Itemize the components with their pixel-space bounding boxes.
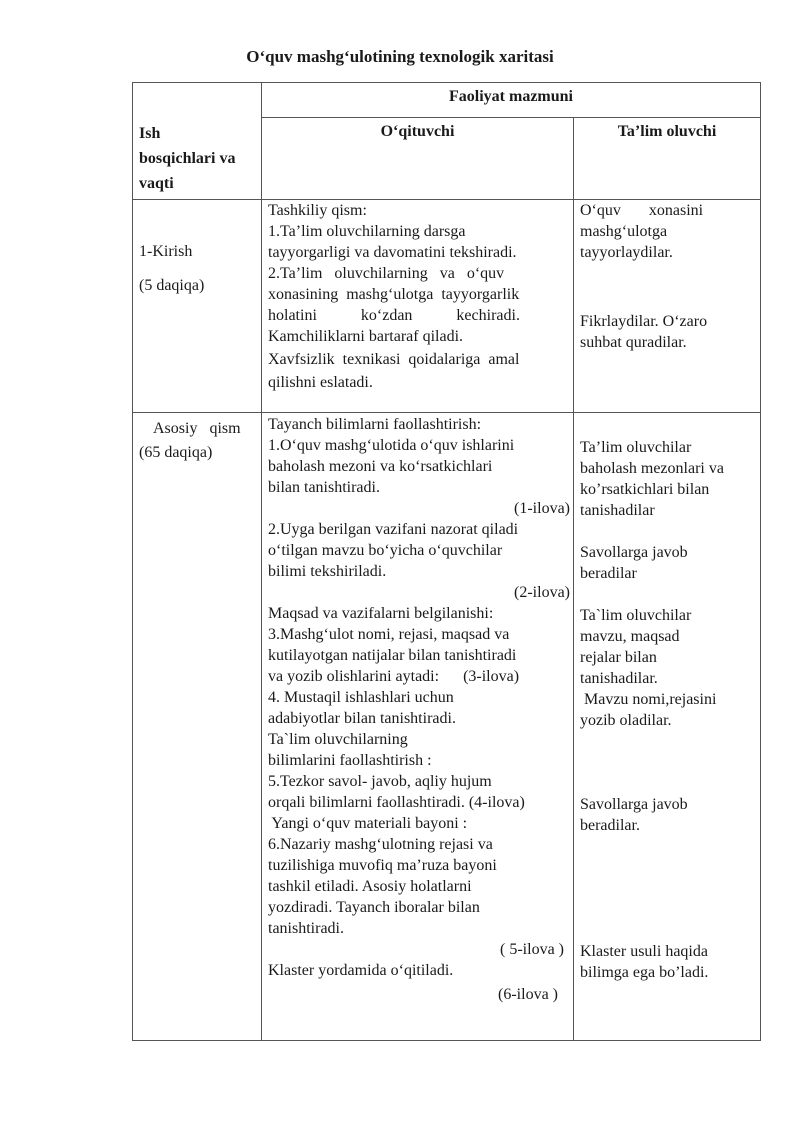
text-line: rejalar bilan [580,649,657,666]
text-line: Ta`lim oluvchilar [580,607,692,624]
header-faoliyat-mazmuni: Faoliyat mazmuni [449,88,573,105]
text-line: Xavfsizlik texnikasi qoidalariga amal [268,351,520,368]
text-line: Savollarga javob [580,796,688,813]
text-line: mashg‘ulotga [580,223,668,240]
text-line: Klaster yordamida o‘qitiladi. [268,962,454,979]
ilova-ref: (2-ilova) [514,584,570,601]
stage-time: (5 daqiqa) [139,277,205,294]
text-line: ko’rsatkichlari bilan [580,481,710,498]
text-line: Mavzu nomi,rejasini [580,691,717,708]
text-line: Ta’lim oluvchilar [580,439,692,456]
row1-teacher [268,200,570,393]
table-border-top [132,82,760,83]
text-line: 4. Mustaqil ishlashlari uchun [268,689,454,706]
text-line: tuzilishiga muvofiq ma’ruza bayoni [268,857,497,874]
text-line: tashkil etiladi. Asosiy holatlarni [268,878,472,895]
text-line: 2.Ta’lim oluvchilarning va o‘quv [268,265,505,282]
text-line: mavzu, maqsad [580,628,680,645]
text-line: 6.Nazariy mashg‘ulotning rejasi va [268,836,493,853]
text-line: qilishni eslatadi. [268,374,373,391]
text-line: xonasining mashg‘ulotga tayyorgarlik [268,286,520,303]
stage-time: (65 daqiqa) [139,444,213,461]
text-line: Tashkiliy qism: [268,202,367,219]
row2-teacher [268,414,570,1005]
text-line: orqali bilimlarni faollashtiradi. (4-ilova) [268,794,525,811]
text-line: tayyorgarligi va davomatini tekshiradi. [268,244,517,261]
stage-label: 1-Kirish [139,243,193,260]
row1-stage [139,235,259,303]
text-line: bilan tanishtiradi. [268,479,380,496]
ilova-ref: ( 5-ilova ) [500,941,564,958]
stage-label: Asosiy qism [153,420,241,437]
text-line: bilimi tekshiriladi. [268,563,387,580]
text-line: 1.O‘quv mashg‘ulotida o‘quv ishlarini [268,437,515,454]
text-line: tanishadilar. [580,670,658,687]
table-border-right [760,82,761,1041]
text-line: va yozib olishlarini aytadi: (3-ilova) [268,668,520,685]
text-line: suhbat quradilar. [580,334,687,351]
text-line: Tayanch bilimlarni faollashtirish: [268,416,482,433]
text-line: Maqsad va vazifalarni belgilanishi: [268,605,494,622]
document-title: O‘quv mashg‘ulotining texnologik xaritasi [246,47,554,66]
table-border-bottom [132,1040,760,1041]
text-line: bilimlarini faollashtirish : [268,752,432,769]
text-line: 3.Mashg‘ulot nomi, rejasi, maqsad va [268,626,510,643]
text-line: 1.Ta’lim oluvchilarning darsga [268,223,466,240]
text-line: Fikrlaydilar. O‘zaro [580,313,708,330]
text-line: yozib oladilar. [580,712,672,729]
ilova-ref: (6-ilova ) [498,986,558,1003]
table-border-left [132,82,133,1041]
row1-student [580,200,758,353]
header-ish-line: bosqichlari va [139,150,236,167]
text-line: adabiyotlar bilan tanishtiradi. [268,710,456,727]
text-line: Savollarga javob [580,544,688,561]
text-line: bilimga ega bo’ladi. [580,964,709,981]
table-divider-row1 [132,412,760,413]
text-line: 2.Uyga berilgan vazifani nazorat qiladi [268,521,519,538]
text-line: Yangi o‘quv materiali bayoni : [268,815,468,832]
text-line: yozdiradi. Tayanch iboralar bilan [268,899,480,916]
text-line: holatini ko‘zdan kechiradi. [268,307,520,324]
text-line: baholash mezonlari va [580,460,724,477]
header-ish-bosqichlari [139,121,259,196]
text-line: beradilar. [580,817,640,834]
ilova-ref: (1-ilova) [514,500,570,517]
row2-student [580,437,758,983]
header-student: Ta’lim oluvchi [617,123,717,140]
header-ish-line: vaqti [139,175,174,192]
text-line: O‘quv xonasini [580,202,704,219]
text-line: kutilayotgan natijalar bilan tanishtiradi [268,647,517,664]
table-divider-col2 [573,117,574,1041]
header-teacher: O‘qituvchi [380,123,455,140]
text-line: 5.Tezkor savol- javob, aqliy hujum [268,773,492,790]
text-line: tayyorlaydilar. [580,244,673,261]
table-divider-col1 [261,82,262,1041]
text-line: baholash mezoni va ko‘rsatkichlari [268,458,493,475]
row2-stage [139,417,259,465]
header-ish-line: Ish [139,125,161,142]
text-line: Ta`lim oluvchilarning [268,731,408,748]
table-divider-faoliyat [261,117,760,118]
text-line: beradilar [580,565,637,582]
text-line: tanishadilar [580,502,655,519]
text-line: o‘tilgan mavzu bo‘yicha o‘quvchilar [268,542,503,559]
text-line: tanishtiradi. [268,920,344,937]
text-line: Klaster usuli haqida [580,943,708,960]
text-line: Kamchiliklarni bartaraf qiladi. [268,328,464,345]
